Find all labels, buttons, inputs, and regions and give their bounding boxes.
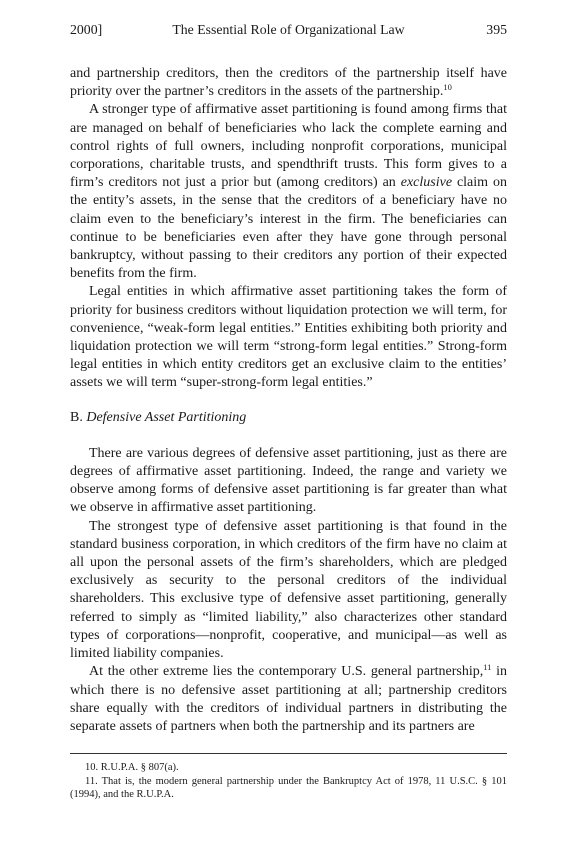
- page-number: 395: [486, 22, 507, 37]
- footnote-ref-11: 11: [483, 662, 492, 673]
- paragraph-3: Legal entities in which affirmative asset partitioning takes the form of priority for business creditors without liquidation protection we will term, for convenience, “weak-form legal entities.” Entities exhibiting both priority and liquidation protection we will term “strong-form legal entities.” Strong-form legal entities in which entity creditors get an exclusive claim to the entities’ assets we will term “super-strong-form legal entities.”: [70, 284, 507, 391]
- paragraph-6-text-a: At the other extreme lies the contemporary U.S. general partnership,: [89, 664, 484, 680]
- body-text: [70, 65, 507, 736]
- paragraph-1-text: and partnership creditors, then the creditors of the partnership itself have priority over the partner’s creditors in the assets of the partnership.: [70, 66, 507, 100]
- section-heading: [70, 409, 507, 427]
- running-header: [70, 20, 507, 40]
- footnote-ref-10: 10: [443, 82, 452, 93]
- volume-year: 2000]: [70, 22, 103, 37]
- section-title: Defensive Asset Partitioning: [86, 409, 247, 425]
- footnotes: [70, 761, 507, 802]
- footnote-divider: [70, 753, 507, 754]
- footnote-11: 11. That is, the modern general partnership under the Bankruptcy Act of 1978, 11 U.S.C. § 101 (1994), and the R.U.P.A.: [70, 775, 507, 800]
- section-label: B.: [70, 409, 83, 425]
- paragraph-2: [70, 101, 507, 283]
- running-title: The Essential Role of Organizational Law: [172, 22, 405, 37]
- paragraph-4: There are various degrees of defensive asset partitioning, just as there are degrees of affirmative asset partitioning. Indeed, the range and variety we observe among forms of defensive asset partitioning is far greater than what we observe in affirmative asset partitioning.: [70, 445, 507, 516]
- paragraph-6: [70, 663, 507, 736]
- paragraph-1: [70, 65, 507, 101]
- paragraph-2-text-a: A stronger type of affirmative asset partitioning is found among firms that are managed on behalf of beneficiaries who lack the complete earning and control rights of full owners, including nonprofit corporations, municipal corporations, charitable trusts, and spendthrift trusts. This form gives to a firm’s creditors not just a prior but (among creditors) an: [70, 102, 507, 191]
- paragraph-5: The strongest type of defensive asset partitioning is that found in the standard business corporation, in which creditors of the firm have no claim at all upon the personal assets of the firm’s shareholders, which are pledged exclusively as security to the personal creditors of the individual shareholders. This exclusive type of defensive asset partitioning, generally referred to simply as “limited liability,” also characterizes other standard types of corporations—nonprofit, cooperative, and municipal—as well as limited liability companies.: [70, 518, 507, 662]
- paragraph-2-text-b: claim on the entity’s assets, in the sense that the creditors of a beneficiary have no claim even to the beneficiary’s interest in the firm. The beneficiaries can continue to be beneficiaries even after they have gone through personal bankruptcy, without passing to their creditors any portion of their expected benefits from the firm.: [70, 175, 507, 282]
- emphasis-exclusive: exclusive: [400, 175, 453, 191]
- footnote-10: 10. R.U.P.A. § 807(a).: [85, 762, 179, 773]
- paragraph-6-text-b: in which there is no defensive asset partitioning at all; partnership creditors share equally with the creditors of individual partners in distributing the separate assets of partners when both the partnership and its partners are: [70, 664, 508, 734]
